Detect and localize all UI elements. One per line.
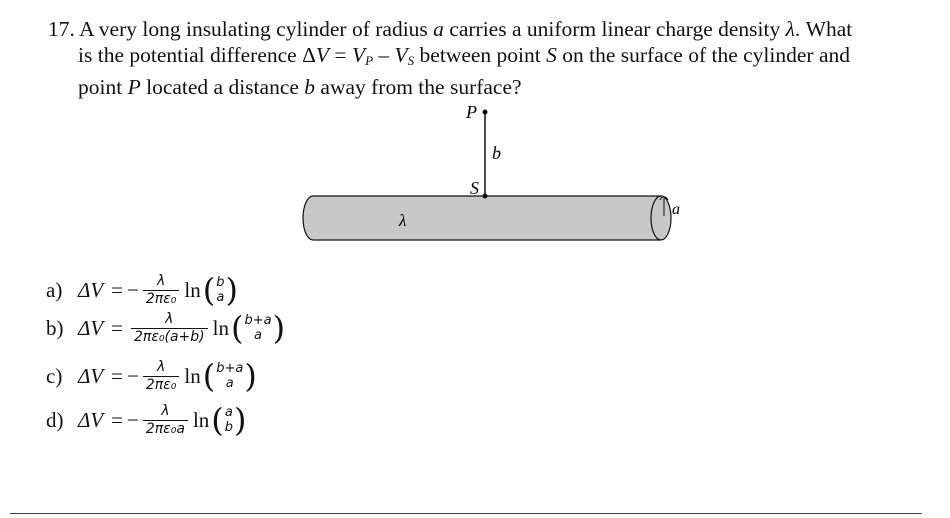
- bottom-divider: [10, 513, 922, 514]
- numerator: λ: [156, 272, 166, 289]
- prefactor-fraction: [143, 273, 180, 308]
- log-argument: [224, 405, 234, 435]
- denominator: 2πε₀: [143, 376, 180, 394]
- right-paren: ): [272, 309, 286, 347]
- denominator: 2πε₀(a+b): [131, 328, 208, 346]
- numerator: λ: [161, 402, 170, 419]
- arg-numerator: b: [216, 275, 225, 290]
- right-paren: ): [244, 357, 257, 395]
- cylinder-body: [303, 196, 671, 240]
- prefactor-fraction: [143, 359, 180, 394]
- point-S-dot: [483, 194, 488, 199]
- choice-label: b): [46, 315, 64, 340]
- right-paren: ): [234, 401, 247, 439]
- label-a: a: [672, 201, 680, 218]
- log-argument: [243, 313, 272, 343]
- left-paren: (: [230, 309, 244, 347]
- question-line-2: is the potential difference $\Delta V = V_P - V_S$ between point S on the surface of the cylinder and: [78, 43, 850, 68]
- choice-label: d): [46, 407, 64, 432]
- denominator: 2πε₀: [143, 290, 180, 308]
- choice-lhs: ΔV: [78, 407, 104, 432]
- question-line-3: point P located a distance b away from the surface?: [78, 75, 522, 99]
- denominator: 2πε₀a: [143, 420, 188, 438]
- numerator: λ: [156, 358, 166, 375]
- left-paren: (: [211, 401, 224, 439]
- prefactor-fraction: [143, 403, 188, 438]
- log-argument: [215, 361, 244, 391]
- equals-sign: =: [111, 407, 123, 432]
- equals-sign: =: [111, 315, 123, 340]
- choice-lhs: ΔV: [78, 315, 104, 340]
- sign: −: [127, 407, 139, 432]
- label-b: b: [492, 143, 501, 163]
- label-lambda: λ: [399, 211, 407, 230]
- label-S: S: [470, 178, 479, 198]
- arg-denominator: a: [216, 290, 225, 305]
- numerator: λ: [165, 310, 174, 327]
- arg-numerator: b+a: [244, 313, 272, 328]
- equals-sign: =: [111, 363, 123, 388]
- log-argument: [215, 275, 225, 305]
- arg-denominator: a: [225, 376, 234, 391]
- prefactor-fraction: [131, 311, 208, 346]
- point-P-dot: [483, 110, 488, 115]
- right-paren: ): [225, 271, 238, 309]
- choice-lhs: ΔV: [78, 277, 104, 302]
- sign: −: [127, 277, 139, 302]
- choice-b[interactable]: [46, 304, 285, 352]
- arg-numerator: b+a: [216, 361, 244, 376]
- ln-function: ln: [212, 315, 229, 340]
- arg-denominator: b: [224, 420, 234, 435]
- question-number: 17.: [48, 17, 75, 41]
- ln-function: ln: [184, 363, 201, 388]
- left-paren: (: [202, 271, 216, 309]
- choice-c[interactable]: [46, 352, 257, 400]
- sign: −: [127, 363, 139, 388]
- arg-numerator: a: [224, 405, 233, 420]
- equals-sign: =: [111, 277, 123, 302]
- label-P: P: [466, 102, 477, 122]
- ln-function: ln: [192, 407, 210, 432]
- choice-d[interactable]: [46, 396, 247, 444]
- choice-label: c): [46, 363, 63, 388]
- question-line-1-text: A very long insulating cylinder of radius a carries a uniform linear charge density λ. What: [79, 17, 853, 41]
- ln-function: ln: [184, 277, 201, 302]
- choice-label: a): [46, 277, 63, 302]
- arg-denominator: a: [254, 328, 263, 343]
- left-paren: (: [202, 357, 216, 395]
- choice-lhs: ΔV: [78, 363, 104, 388]
